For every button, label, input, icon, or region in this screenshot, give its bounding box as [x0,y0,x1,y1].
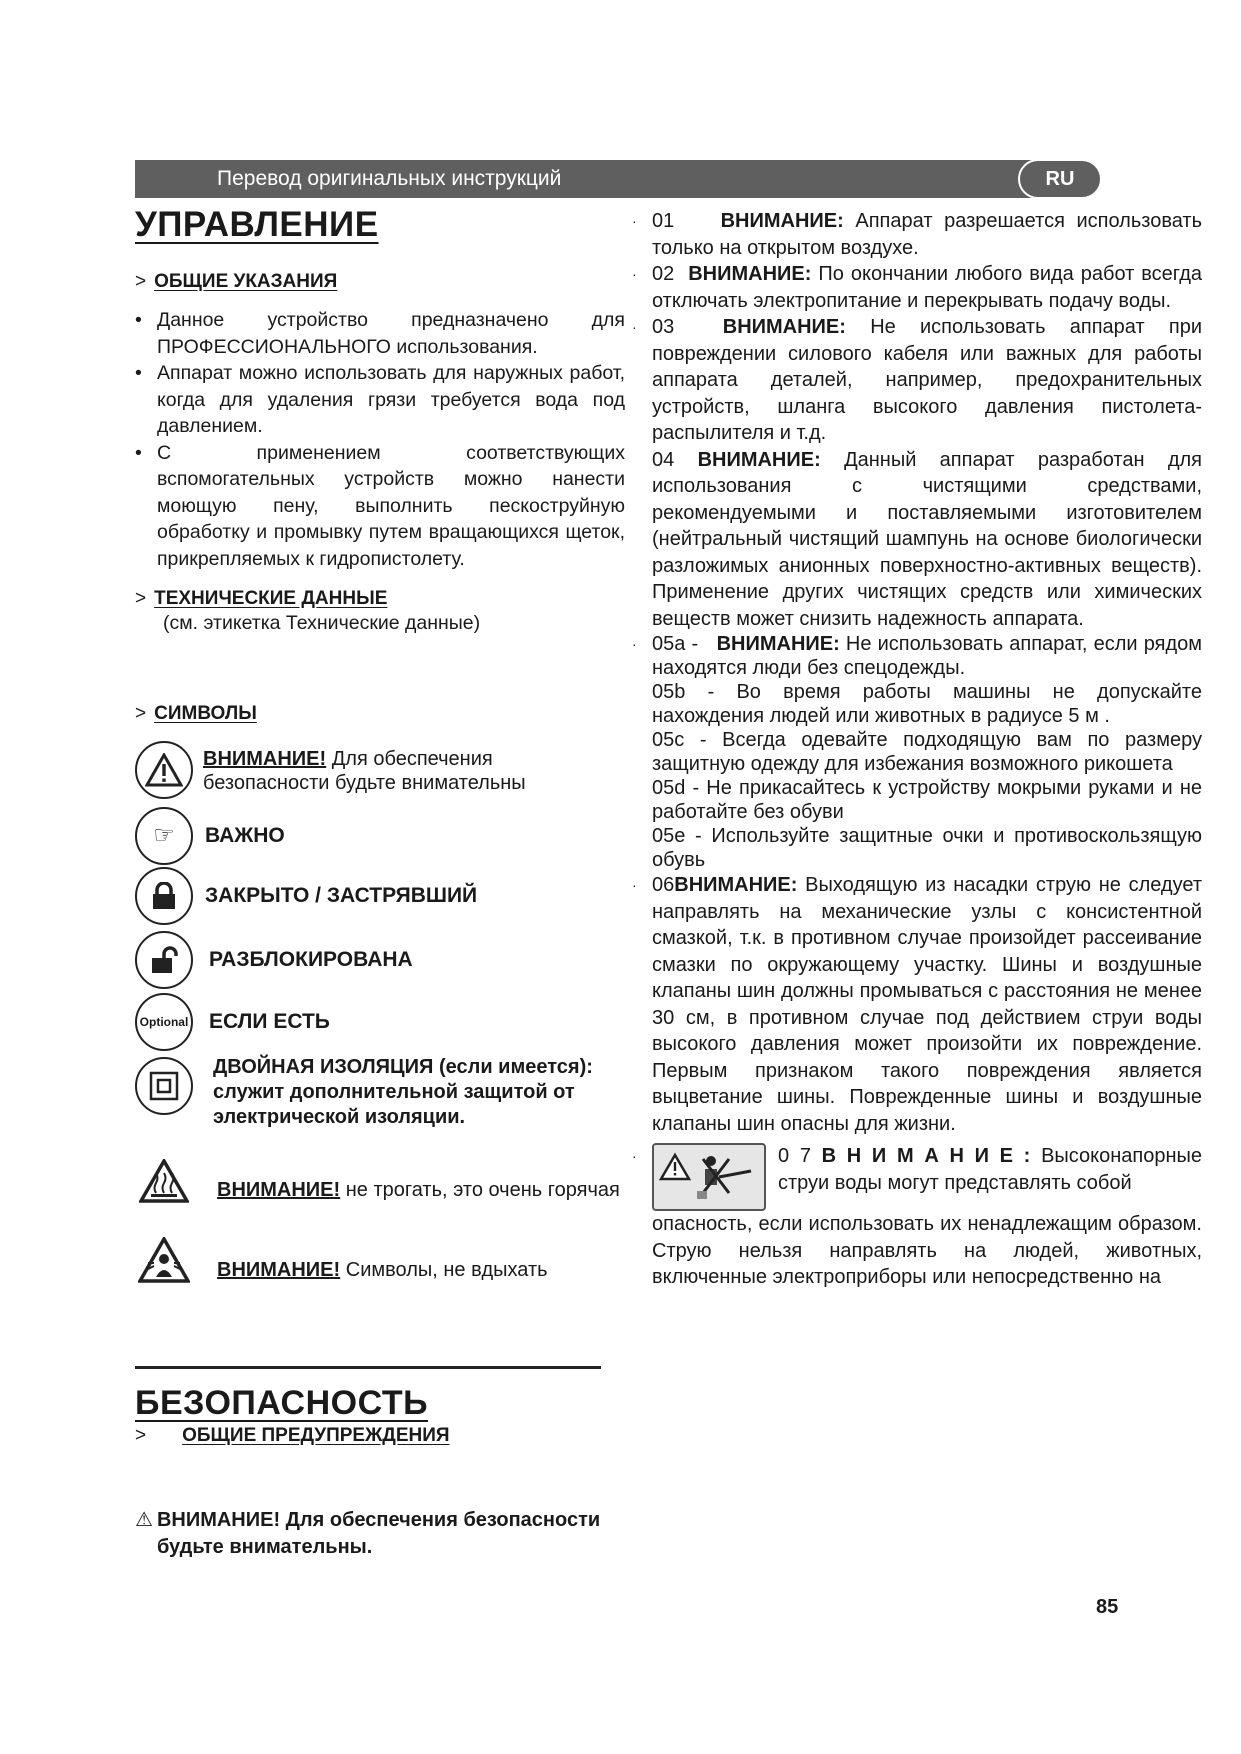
symbol-optional: Optional ЕСЛИ ЕСТЬ [135,993,330,1051]
list-item: • Аппарат можно использовать для наружных работ, когда для удаления грязи требуется вода под давлением. [135,360,625,440]
pointing-hand-icon: ☞ [135,807,193,865]
symbol-important: ☞ ВАЖНО [135,807,285,865]
warning-item-05b: 05b - Во время работы машины не допускайте нахождения людей или животных в радиусе 5 м . [652,681,1202,727]
unlock-icon [135,931,193,989]
safety-note: ⚠ ВНИМАНИЕ! Для обеспечения безопасности будьте внимательны. [135,1507,625,1561]
warning-item-01: · 01 ВНИМАНИЕ: Аппарат разрешается использовать только на открытом воздухе. [632,210,1202,259]
warning-item-03: · 03 ВНИМАНИЕ: Не использовать аппарат при повреждении силового кабеля или важных для работы аппарата деталей, например, предохранительных устройств, шланга высокого давления пистолета-распылителя и т.д. [632,316,1202,444]
general-list [135,307,625,572]
warning-triangle-icon [135,741,193,799]
warning-item-02: · 02 ВНИМАНИЕ: По окончании любого вида работ всегда отключать электропитание и перекрывать подачу воды. [632,263,1202,312]
double-insulation-icon [135,1057,193,1115]
warning-item-06: · 06ВНИМАНИЕ: Выходящую из насадки струю не следует направлять на механические узлы с консистентной смазкой, т.к. в противном случае произойдет рассеивание смазки по окружающему участку. Шины и воздушные клапаны шин должны промываться с расстояния не менее 30 см, в противном случае под действием струи воды высокого давления может произойти их повреждение. Первым признаком такого повреждения является выцветание шины. Поврежденные шины и воздушные клапаны шин опасны для жизни. [632,874,1202,1135]
tech-heading: > ТЕХНИЧЕСКИЕ ДАННЫЕ [135,588,388,609]
symbol-inhale-text: ВНИМАНИЕ! Символы, не вдыхать [217,1258,548,1281]
warning-item-05c: 05c - Всегда одевайте подходящую вам по размеру защитную одежду для избежания возможного рикошета [652,729,1202,775]
lock-icon [135,867,193,925]
list-item: • Данное устройство предназначено для ПРОФЕССИОНАЛЬНОГО использования. [135,307,625,360]
page-number: 85 [1096,1596,1119,1618]
warning-item-07: · 0 7 В Н И М А Н И Е : Высоконапорные струи воды могут представлять собой опасность, если использовать их ненадлежащим образом. Струю нельзя направлять на людей, животных, включенные электроприборы или непосредственно на [632,1145,1203,1288]
do-not-inhale-icon [135,1237,193,1283]
section-title-control: УПРАВЛЕНИЕ [135,205,379,244]
high-pressure-warning-icon [652,1143,766,1211]
language-badge: RU [1018,159,1102,199]
header-bar [135,160,1035,198]
symbol-locked: ЗАКРЫТО / ЗАСТРЯВШИЙ [135,867,477,925]
optional-icon: Optional [135,993,193,1051]
symbol-hot-text: ВНИМАНИЕ! не трогать, это очень горячая [217,1178,620,1201]
warning-item-05e: 05e - Используйте защитные очки и противоскользящую обувь [652,825,1202,871]
list-item: • С применением соответствующих вспомогательных устройств можно нанести моющую пену, выполнить пескоструйную обработку и промывку путем вращающихся щеток, прикрепляемых к гидропистолету. [135,440,625,573]
warning-item-05a: · 05a - ВНИМАНИЕ: Не использовать аппарат, если рядом находятся люди без спецодежды. [632,633,1202,679]
symbols-list [135,725,625,1285]
warning-sub-list [632,680,1202,872]
left-column [135,205,625,1285]
header-title: Перевод оригинальных инструкций [217,167,562,190]
symbol-inhale [135,1237,647,1284]
section-title-safety: БЕЗОПАСНОСТЬ [135,1384,429,1422]
warning-triangle-icon: ⚠ [135,1509,153,1531]
hot-surface-icon [135,1159,193,1203]
general-heading: > ОБЩИЕ УКАЗАНИЯ [135,271,338,292]
symbol-double-insulation-text: ДВОЙНАЯ ИЗОЛЯЦИЯ (если имеется): служит дополнительной защитой от электрической изоляции. [213,1055,593,1128]
symbols-heading: > СИМВОЛЫ [135,702,257,724]
right-column [632,208,1202,1291]
symbol-warning [135,741,583,799]
warnings-heading: > ОБЩИЕ ПРЕДУПРЕЖДЕНИЯ [135,1425,450,1446]
warning-item-04: 04 ВНИМАНИЕ: Данный аппарат разработан для использования с чистящими средствами, рекомендуемыми и поставляемыми изготовителем (нейтральный чистящий шампунь на основе биологически разложимых анионных поверхностно-активных веществ). Применение других чистящих средств или химических веществ может снизить надежность аппарата. [652,448,1203,630]
symbol-double-insulation [135,1055,613,1130]
warning-item-05d: 05d - Не прикасайтесь к устройству мокрыми руками и не работайте без обуви [652,777,1202,823]
symbol-hot [135,1159,647,1204]
symbol-warning-text: ВНИМАНИЕ! Для обеспечения безопасности будьте внимательны [203,747,526,794]
safety-section [135,1384,625,1561]
section-divider [135,1366,601,1369]
tech-note: (см. этикетка Технические данные) [163,612,481,634]
symbol-unlocked: РАЗБЛОКИРОВАНА [135,931,413,989]
